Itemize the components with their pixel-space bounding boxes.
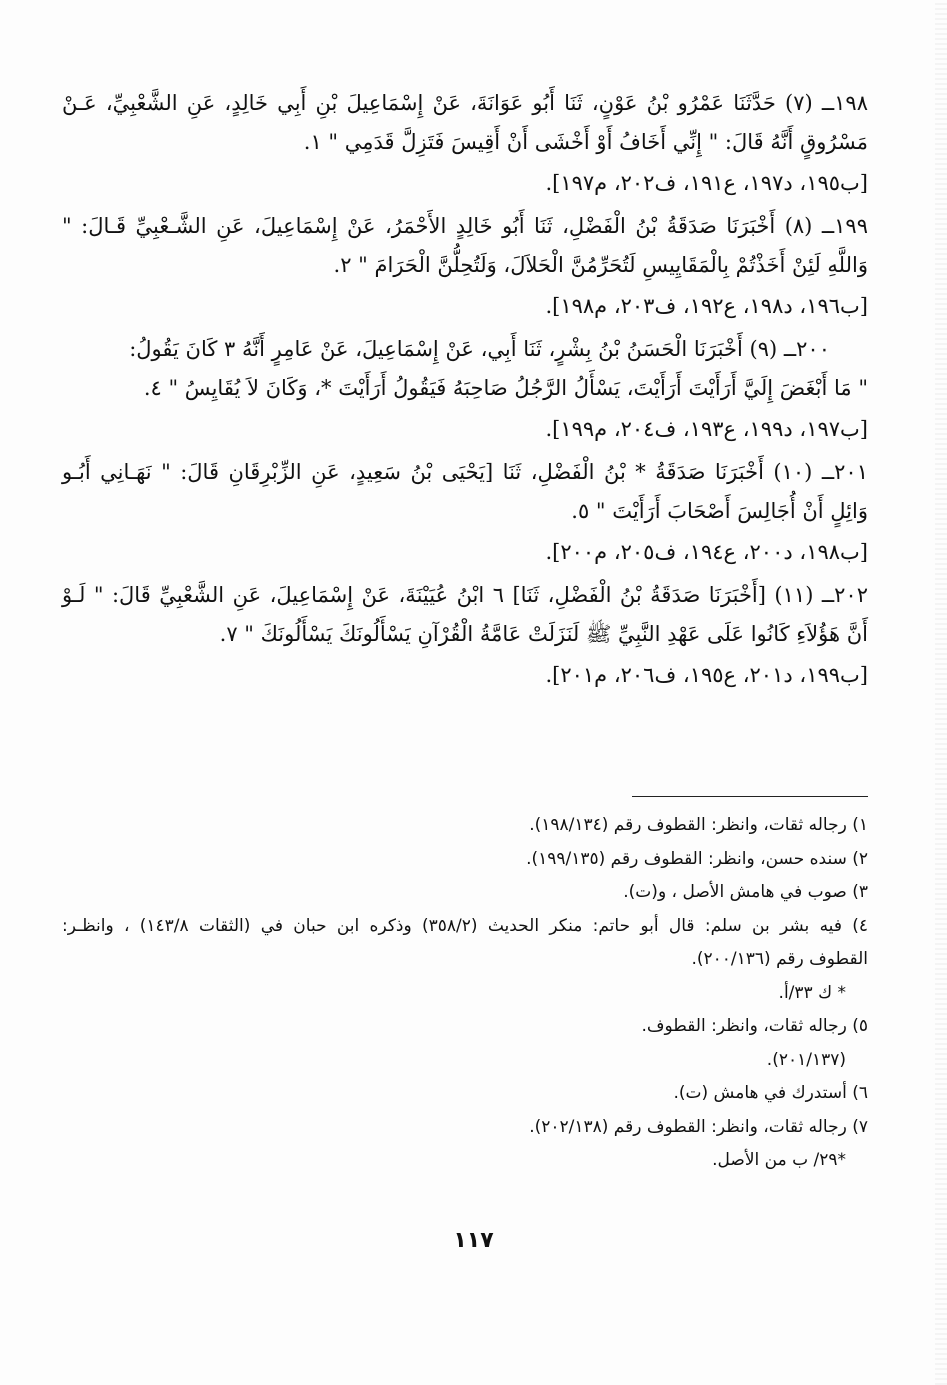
main-text (62, 84, 868, 699)
hadith-201-reference: [ب١٩٨، د٢٠٠، ع١٩٤، ف٢٠٥، م٢٠٠]. (545, 540, 868, 564)
hadith-198-line-1: ١٩٨ــ (٧) حَدَّثَنَا عَمْرُو بْنُ عَوْنٍ، ثَنَا أَبُو عَوَانَةَ، عَنْ إِسْمَاعِيلَ بْنِ أَبِي خَالِدٍ، عَنِ الشَّعْبِيِّ، عَـنْ (62, 91, 868, 115)
footnote-1: ١) رجاله ثقات، وانظر: القطوف رقم (١٩٨/١٣٤). (529, 815, 868, 835)
footnote-divider (632, 796, 868, 797)
hadith-199-line-1: ١٩٩ــ (٨) أَخْبَرَنَا صَدَقَةُ بْنُ الْفَضْلِ، ثَنَا أَبُو خَالِدٍ الأَحْمَرُ، عَنْ إِسْمَاعِيلَ، عَنِ الشَّـعْبِيِّ قَـالَ: " (62, 214, 868, 238)
hadith-200-line-2: " مَا أَبْغَضَ إِلَيَّ أَرَأَيْتَ أَرَأَيْتَ، يَسْأَلُ الرَّجُلُ صَاحِبَهُ فَيَقُولُ أَرَأَيْتَ *، وَكَانَ لاَ يُقَايِسُ " ٤. (143, 376, 868, 400)
hadith-202-line-1: ٢٠٢ــ (١١) [أَخْبَرَنَا صَدَقَةُ بْنُ الْفَضْلِ، ثَنَا] ٦ ابْنُ عُيَيْنَةَ، عَنْ إِسْمَاعِيلَ، عَنِ الشَّعْبِيِّ قَالَ: " لَـوْ (62, 583, 868, 607)
hadith-199 (62, 207, 868, 285)
footnotes (62, 796, 868, 1178)
footnote-4-continued: القطوف رقم (٢٠٠/١٣٦). (691, 949, 868, 969)
hadith-201-line-1: ٢٠١ــ (١٠) أَخْبَرَنَا صَدَقَةُ * بْنُ الْفَضْلِ، ثَنَا [يَحْيَى بْنُ سَعِيدٍ، عَنِ الزِّبْرِقَانِ قَالَ: " نَهَـانِي أَبُـو (62, 460, 868, 484)
hadith-199-line-2: وَاللَّهِ لَئِنْ أَخَذْتُمْ بِالْمَقَايِيسِ لَتُحَرِّمُنَّ الْحَلاَلَ، وَلَتُحِلُّنَّ الْحَرَامَ " ٢. (333, 253, 868, 277)
hadith-202-line-2: أَنَّ هَؤُلاَءِ كَانُوا عَلَى عَهْدِ النَّبِيِّ ﷺ لَنَزَلَتْ عَامَّةُ الْقُرْآنِ يَسْأَلُونَكَ يَسْأَلُونَكَ " ٧. (219, 622, 868, 646)
hadith-202-reference: [ب١٩٩، د٢٠١، ع١٩٥، ف٢٠٦، م٢٠١]. (545, 663, 868, 687)
footnote-5: ٥) رجاله ثقات، وانظر: القطوف. (641, 1016, 868, 1036)
footnote-6: ٦) أستدرك في هامش (ت). (673, 1083, 868, 1103)
hadith-198-line-2: مَسْرُوقٍ أَنَّهُ قَالَ: " إِنِّي أَخَافُ أَوْ أَخْشَى أَنْ أَقِيسَ فَتَزِلَّ قَدَمِي " ١. (303, 130, 868, 154)
hadith-198-reference: [ب١٩٥، د١٩٧، ع١٩١، ف٢٠٢، م١٩٧]. (545, 171, 868, 195)
hadith-201-line-2: وَائِلٍ أَنْ أُجَالِسَ أَصْحَابَ أَرَأَيْتَ " ٥. (571, 499, 868, 523)
footnote-7: ٧) رجاله ثقات، وانظر: القطوف رقم (٢٠٢/١٣٨). (529, 1116, 868, 1137)
hadith-198 (62, 84, 868, 162)
hadith-202 (62, 576, 868, 654)
page-number: ١١٧ (453, 1228, 494, 1253)
footnote-star-2: *٢٩/ ب من الأصل. (712, 1150, 846, 1170)
page-edge-texture (935, 0, 947, 1385)
hadith-200 (62, 330, 868, 408)
footnote-3: ٣) صوب في هامش الأصل ، و(ت). (623, 882, 868, 902)
hadith-200-reference: [ب١٩٧، د١٩٩، ع١٩٣، ف٢٠٤، م١٩٩]. (545, 417, 868, 441)
footnote-4: ٤) فيه بشر بن سلم: قال أبو حاتم: منكر الحديث (٣٥٨/٢) وذكره ابن حبان في (الثقات ١٤٣/٨) ، وانظـر: (62, 915, 869, 936)
hadith-199-reference: [ب١٩٦، د١٩٨، ع١٩٢، ف٢٠٣، م١٩٨]. (545, 294, 868, 318)
hadith-201 (62, 453, 868, 531)
hadith-200-line-1: ٢٠٠ــ (٩) أَخْبَرَنَا الْحَسَنُ بْنُ بِشْرٍ، ثَنَا أَبِي، عَنْ إِسْمَاعِيلَ، عَنْ عَامِرٍ أَنَّهُ ٣ كَانَ يَقُولُ: (129, 337, 830, 361)
footnote-star-1: * ك ٣٣/أ. (778, 982, 846, 1003)
footnote-5-continued: (٢٠١/١٣٧). (766, 1049, 846, 1070)
footnote-2: ٢) سنده حسن، وانظر: القطوف رقم (١٩٩/١٣٥). (526, 848, 868, 869)
